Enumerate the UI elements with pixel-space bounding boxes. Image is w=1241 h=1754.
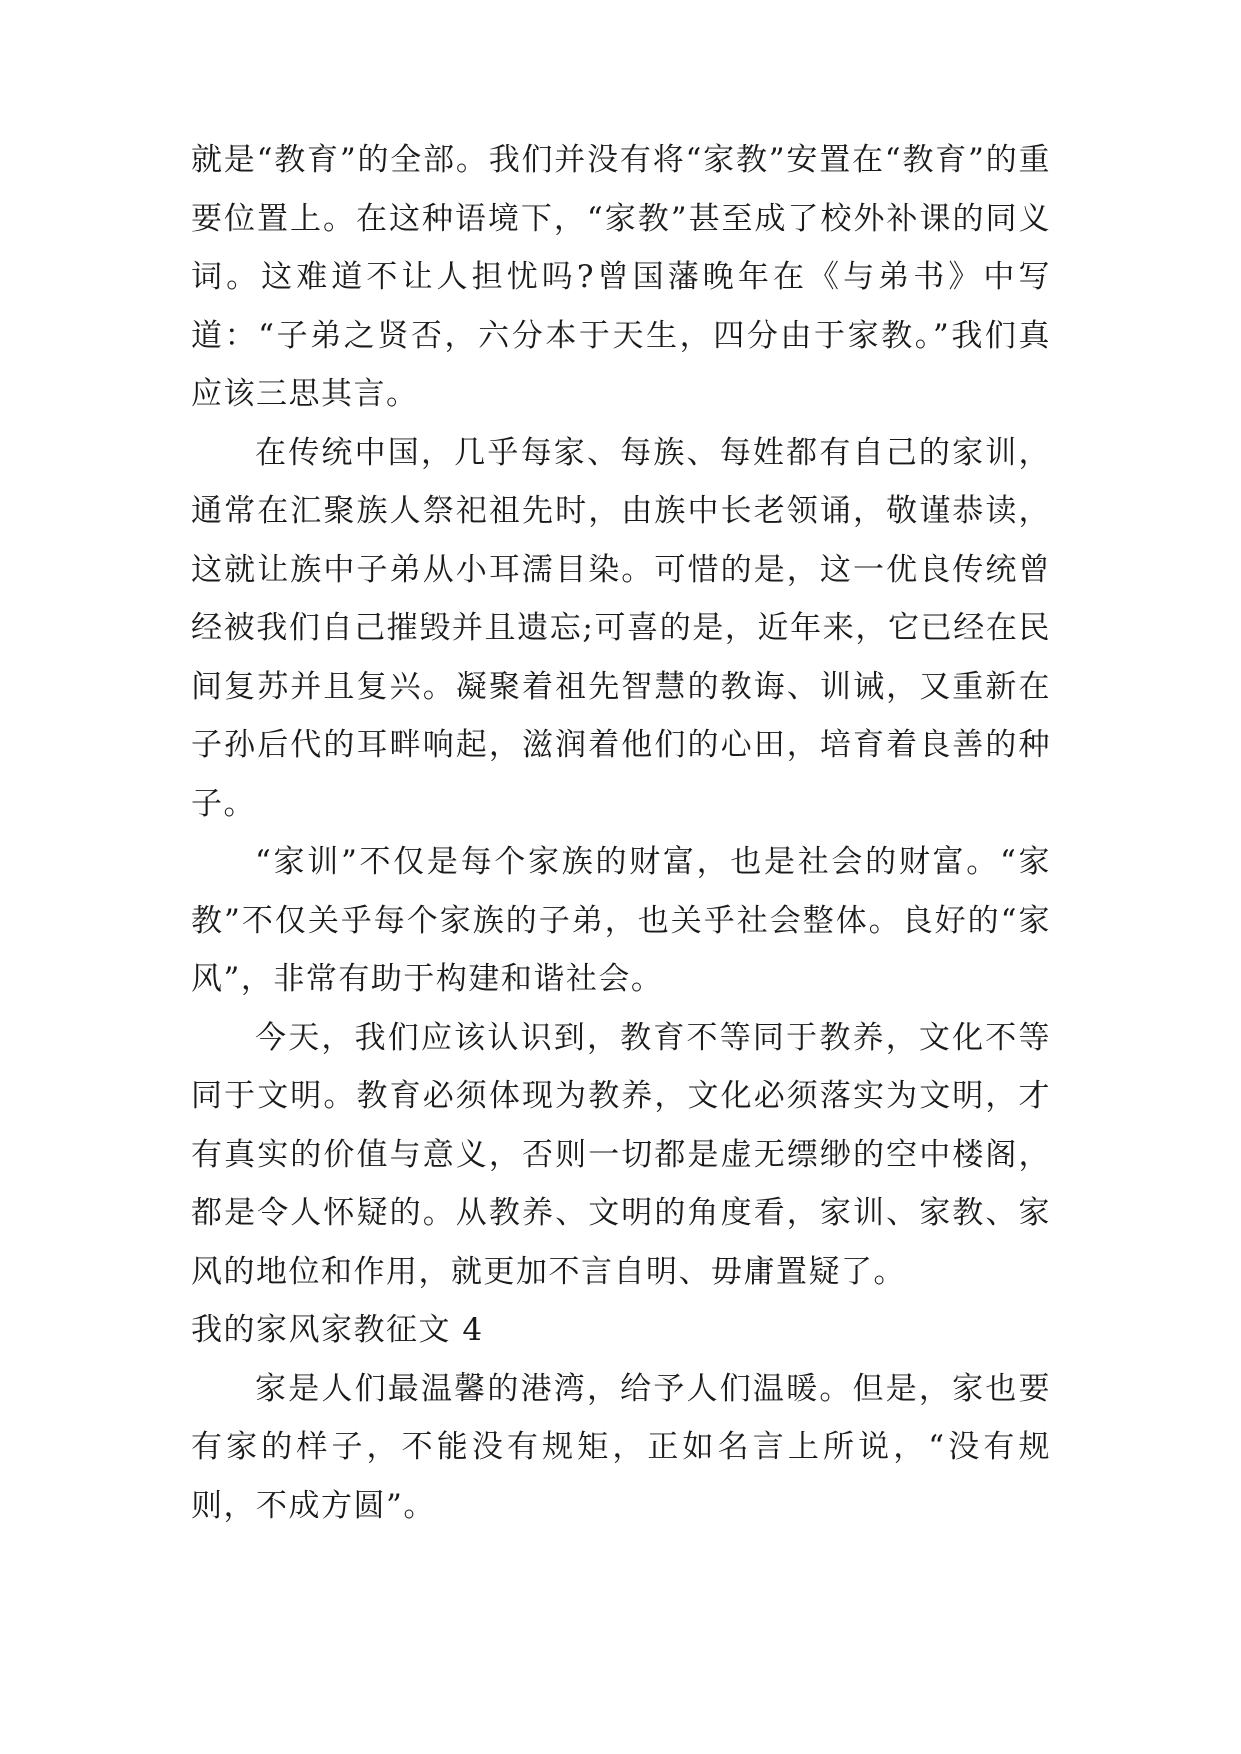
paragraph-2: 在传统中国，几乎每家、每族、每姓都有自己的家训，通常在汇聚族人祭祀祖先时，由族中长老领诵，敬谨恭读，这就让族中子弟从小耳濡目染。可惜的是，这一优良传统曾经被我们自己摧毁并且遗忘;可喜的是，近年来，它已经在民间复苏并且复兴。凝聚着祖先智慧的教诲、训诫，又重新在子孙后代的耳畔响起，滋润着他们的心田，培育着良善的种子。 bbox=[191, 434, 1051, 822]
document-body bbox=[191, 131, 1051, 1535]
paragraph-1: 就是“教育”的全部。我们并没有将“家教”安置在“教育”的重要位置上。在这种语境下，“家教”甚至成了校外补课的同义词。这难道不让人担忧吗?曾国藩晚年在《与弟书》中写道：“子弟之贤否，六分本于天生，四分由于家教。”我们真应该三思其言。 bbox=[191, 142, 1051, 412]
section-heading: 我的家风家教征文 4 bbox=[191, 1312, 484, 1348]
paragraph-5: 家是人们最温馨的港湾，给予人们温暖。但是，家也要有家的样子，不能没有规矩，正如名言上所说，“没有规则，不成方圆”。 bbox=[191, 1370, 1051, 1524]
paragraph-3: “家训”不仅是每个家族的财富，也是社会的财富。“家教”不仅关乎每个家族的子弟，也关乎社会整体。良好的“家风”，非常有助于构建和谐社会。 bbox=[191, 844, 1051, 997]
paragraph-4: 今天，我们应该认识到，教育不等同于教养，文化不等同于文明。教育必须体现为教养，文化必须落实为文明，才有真实的价值与意义，否则一切都是虚无缥缈的空中楼阁，都是令人怀疑的。从教养、文明的角度看，家训、家教、家风的地位和作用，就更加不言自明、毋庸置疑了。 bbox=[191, 1019, 1051, 1290]
